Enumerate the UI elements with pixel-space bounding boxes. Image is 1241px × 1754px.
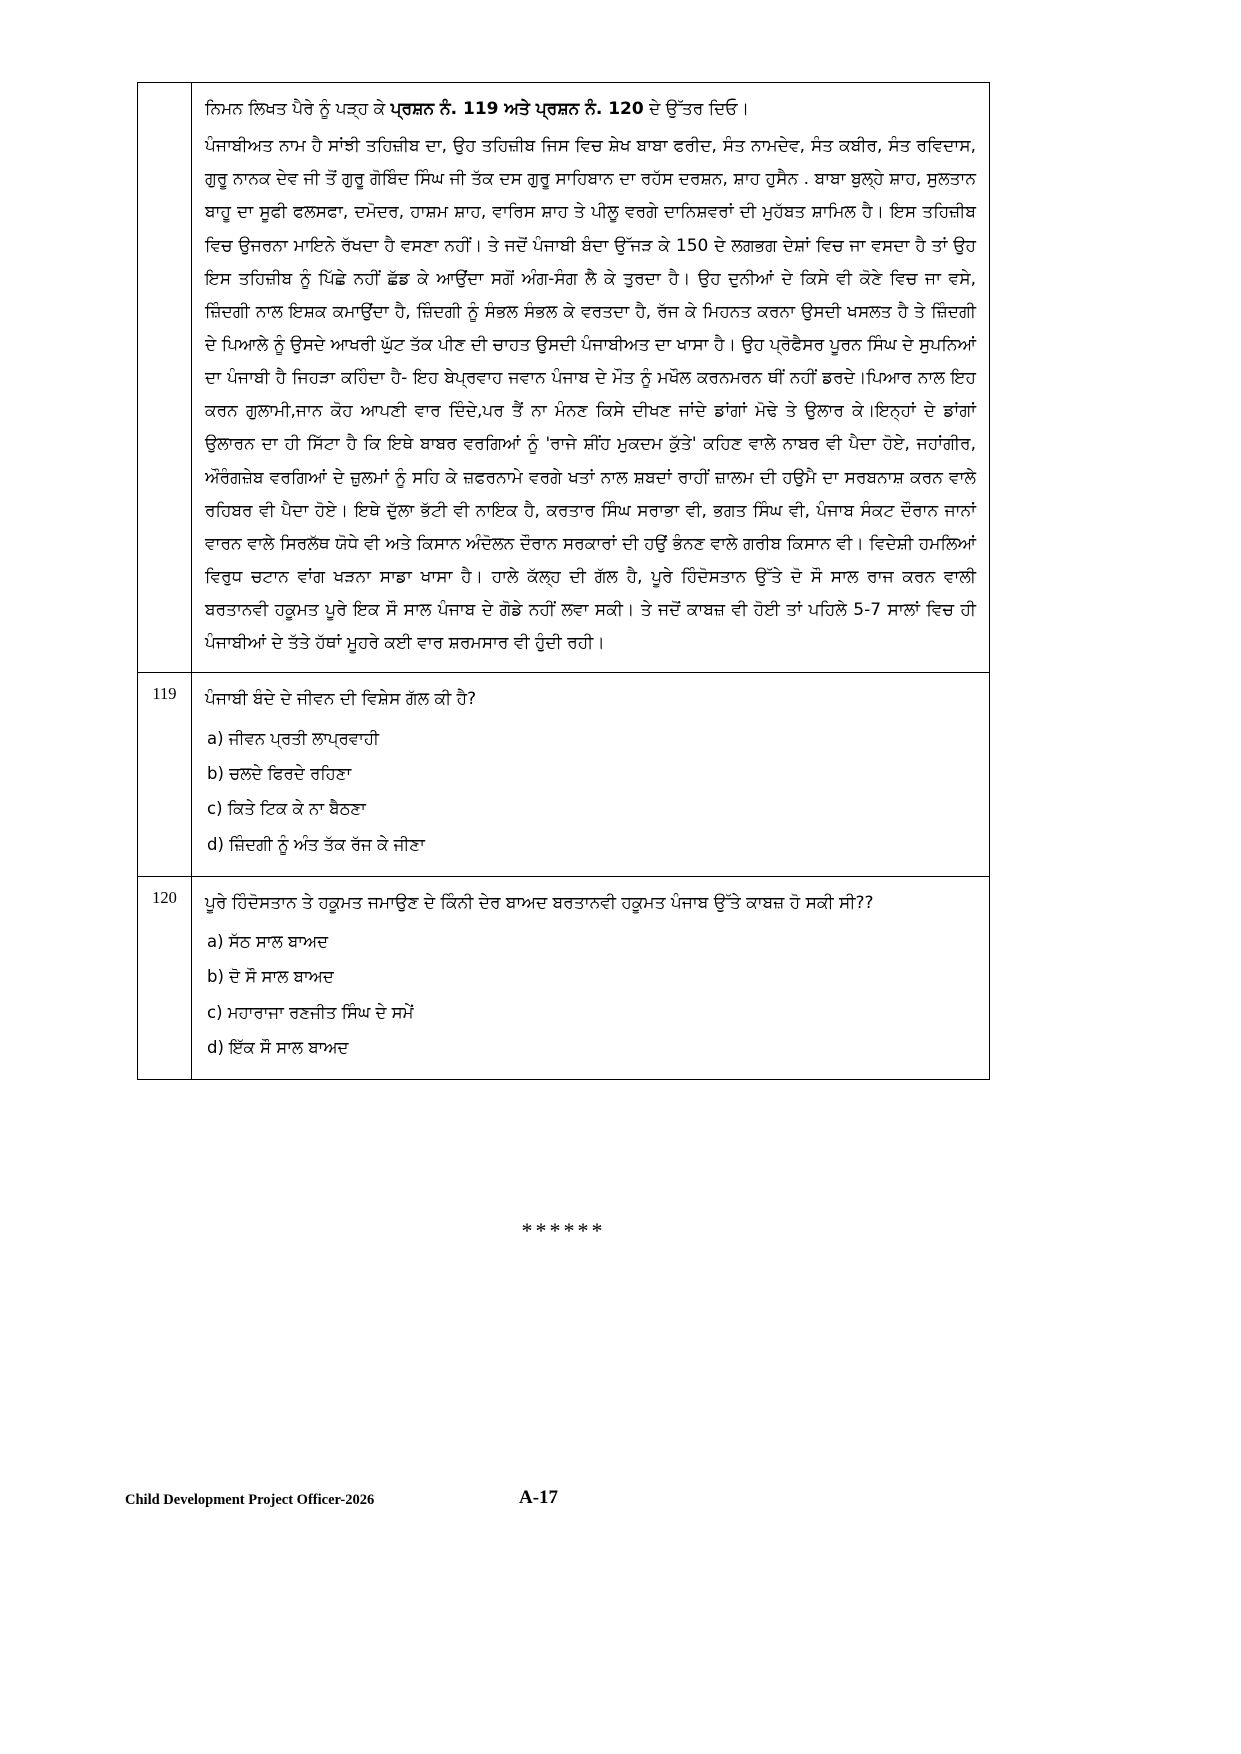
- option-d-120[interactable]: d) ਇੱਕ ਸੌ ਸਾਲ ਬਾਅਦ: [207, 1038, 349, 1058]
- question-number-119: 119: [138, 673, 192, 877]
- table-row-passage: [138, 83, 990, 673]
- option-b-120[interactable]: b) ਦੋ ਸੌ ਸਾਲ ਬਾਅਦ: [207, 967, 334, 987]
- passage-cell: [192, 83, 990, 673]
- instruction-after: ਦੇ ਉੱਤਰ ਦਿਓ।: [643, 99, 750, 119]
- question-table: [137, 82, 990, 1080]
- instruction-bold: ਪ੍ਰਸ਼ਨ ਨੰ. 119 ਅਤੇ ਪ੍ਰਸ਼ਨ ਨੰ. 120: [390, 99, 644, 119]
- option-c-120[interactable]: c) ਮਹਾਰਾਜਾ ਰਣਜੀਤ ਸਿੰਘ ਦੇ ਸਮੇਂ: [207, 1002, 414, 1022]
- question-number-120: 120: [138, 876, 192, 1080]
- option-a-120[interactable]: a) ਸੱਠ ਸਾਲ ਬਾਅਦ: [207, 932, 329, 952]
- question-cell-120: [192, 876, 990, 1080]
- option-c-119[interactable]: c) ਕਿਤੇ ਟਿਕ ਕੇ ਨਾ ਬੈਠਣਾ: [207, 799, 366, 819]
- reading-instruction: [205, 93, 976, 126]
- table-row: [138, 876, 990, 1080]
- footer-exam-title: Child Development Project Officer-2026: [125, 1492, 375, 1508]
- passage-text: ਪੰਜਾਬੀਅਤ ਨਾਮ ਹੈ ਸਾਂਝੀ ਤਹਿਜ਼ੀਬ ਦਾ, ਉਹ ਤਹਿਜ਼ੀਬ ਜਿਸ ਵਿਚ ਸ਼ੇਖ ਬਾਬਾ ਫਰੀਦ, ਸੰਤ ਨਾਮਦੇਵ, ਸੰਤ ਕਬੀਰ, ਸੰਤ ਰਵਿਦਾਸ, ਗੁਰੂ ਨਾਨਕ ਦੇਵ ਜੀ ਤੋਂ ਗੁਰੂ ਗੋਬਿੰਦ ਸਿੰਘ ਜੀ ਤੱਕ ਦਸ ਗੁਰੂ ਸਾਹਿਬਾਨ ਦਾ ਰਹੱਸ ਦਰਸ਼ਨ, ਸ਼ਾਹ ਹੁਸੈਨ . ਬਾਬਾ ਬੁਲ੍ਹੇ ਸ਼ਾਹ, ਸੁਲਤਾਨ ਬਾਹੂ ਦਾ ਸੂਫੀ ਫਲਸਫਾ, ਦਮੋਦਰ, ਹਾਸ਼ਮ ਸ਼ਾਹ, ਵਾਰਿਸ ਸ਼ਾਹ ਤੇ ਪੀਲੂ ਵਰਗੇ ਦਾਨਿਸ਼ਵਰਾਂ ਦੀ ਮੁਹੱਬਤ ਸ਼ਾਮਿਲ ਹੈ। ਇਸ ਤਹਿਜ਼ੀਬ ਵਿਚ ਉਜਰਨਾ ਮਾਇਨੇ ਰੱਖਦਾ ਹੈ ਵਸਣਾ ਨਹੀਂ। ਤੇ ਜਦੋਂ ਪੰਜਾਬੀ ਬੰਦਾ ਉੱਜੜ ਕੇ 150 ਦੇ ਲਗਭਗ ਦੇਸ਼ਾਂ ਵਿਚ ਜਾ ਵਸਦਾ ਹੈ ਤਾਂ ਉਹ ਇਸ ਤਹਿਜ਼ੀਬ ਨੂੰ ਪਿੱਛੇ ਨਹੀਂ ਛੱਡ ਕੇ ਆਉਂਦਾ ਸਗੋਂ ਅੰਗ-ਸੰਗ ਲੈ ਕੇ ਤੁਰਦਾ ਹੈ। ਉਹ ਦੁਨੀਆਂ ਦੇ ਕਿਸੇ ਵੀ ਕੋਣੇ ਵਿਚ ਜਾ ਵਸੇ, ਜ਼ਿੰਦਗੀ ਨਾਲ ਇਸ਼ਕ ਕਮਾਉਂਦਾ ਹੈ, ਜ਼ਿੰਦਗੀ ਨੂੰ ਸੰਭਲ ਸੰਭਲ ਕੇ ਵਰਤਦਾ ਹੈ, ਰੱਜ ਕੇ ਮਿਹਨਤ ਕਰਨਾ ਉਸਦੀ ਖਸਲਤ ਹੈ ਤੇ ਜ਼ਿੰਦਗੀ ਦੇ ਪਿਆਲੇ ਨੂੰ ਉਸਦੇ ਆਖਰੀ ਘੁੱਟ ਤੱਕ ਪੀਣ ਦੀ ਚਾਹਤ ਉਸਦੀ ਪੰਜਾਬੀਅਤ ਦਾ ਖਾਸਾ ਹੈ। ਉਹ ਪ੍ਰੋਫੈਸਰ ਪੂਰਨ ਸਿੰਘ ਦੇ ਸੁਪਨਿਆਂ ਦਾ ਪੰਜਾਬੀ ਹੈ ਜਿਹੜਾ ਕਹਿੰਦਾ ਹੈ- ਇਹ ਬੇਪ੍ਰਵਾਹ ਜਵਾਨ ਪੰਜਾਬ ਦੇ ਮੌਤ ਨੂੰ ਮਖੌਲ ਕਰਨਮਰਨ ਥੀਂ ਨਹੀਂ ਡਰਦੇ।ਪਿਆਰ ਨਾਲ ਇਹ ਕਰਨ ਗੁਲਾਮੀ,ਜਾਨ ਕੋਹ ਆਪਣੀ ਵਾਰ ਦਿੰਦੇ,ਪਰ ਤੈਂ ਨਾ ਮੰਨਣ ਕਿਸੇ ਦੀਖਣ ਜਾਂਦੇ ਡਾਂਗਾਂ ਮੋਢੇ ਤੇ ਉਲਾਰ ਕੇ।ਇਨ੍ਹਾਂ ਦੇ ਡਾਂਗਾਂ ਉਲਾਰਨ ਦਾ ਹੀ ਸਿੱਟਾ ਹੈ ਕਿ ਇਥੇ ਬਾਬਰ ਵਰਗਿਆਂ ਨੂੰ 'ਰਾਜੇ ਸ਼ੀਂਹ ਮੁਕਦਮ ਕੁੱਤੇ' ਕਹਿਣ ਵਾਲੇ ਨਾਬਰ ਵੀ ਪੈਦਾ ਹੋਏ, ਜਹਾਂਗੀਰ, ਔਰੰਗਜ਼ੇਬ ਵਰਗਿਆਂ ਦੇ ਜ਼ੁਲਮਾਂ ਨੂੰ ਸਹਿ ਕੇ ਜ਼ਫਰਨਾਮੇ ਵਰਗੇ ਖਤਾਂ ਨਾਲ ਸ਼ਬਦਾਂ ਰਾਹੀਂ ਜ਼ਾਲਮ ਦੀ ਹਉਮੈ ਦਾ ਸਰਬਨਾਸ਼ ਕਰਨ ਵਾਲੇ ਰਹਿਬਰ ਵੀ ਪੈਦਾ ਹੋਏ। ਇਥੇ ਦੁੱਲਾ ਭੱਟੀ ਵੀ ਨਾਇਕ ਹੈ, ਕਰਤਾਰ ਸਿੰਘ ਸਰਾਭਾ ਵੀ, ਭਗਤ ਸਿੰਘ ਵੀ, ਪੰਜਾਬ ਸੰਕਟ ਦੌਰਾਨ ਜਾਨਾਂ ਵਾਰਨ ਵਾਲੇ ਸਿਰਲੱਥ ਯੋਧੇ ਵੀ ਅਤੇ ਕਿਸਾਨ ਅੰਦੋਲਨ ਦੌਰਾਨ ਸਰਕਾਰਾਂ ਦੀ ਹਉਂ ਭੰਨਣ ਵਾਲੇ ਗਰੀਬ ਕਿਸਾਨ ਵੀ। ਵਿਦੇਸ਼ੀ ਹਮਲਿਆਂ ਵਿਰੁਧ ਚਟਾਨ ਵਾਂਗ ਖੜਨਾ ਸਾਡਾ ਖਾਸਾ ਹੈ। ਹਾਲੇ ਕੱਲ੍ਹ ਦੀ ਗੱਲ ਹੈ, ਪੂਰੇ ਹਿੰਦੋਸਤਾਨ ਉੱਤੇ ਦੋ ਸੌ ਸਾਲ ਰਾਜ ਕਰਨ ਵਾਲੀ ਬਰਤਾਨਵੀ ਹਕੂਮਤ ਪੂਰੇ ਇਕ ਸੌ ਸਾਲ ਪੰਜਾਬ ਦੇ ਗੋਡੇ ਨਹੀਂ ਲਵਾ ਸਕੀ। ਤੇ ਜਦੋਂ ਕਾਬਜ਼ ਵੀ ਹੋਈ ਤਾਂ ਪਹਿਲੇ 5-7 ਸਾਲਾਂ ਵਿਚ ਹੀ ਪੰਜਾਬੀਆਂ ਦੇ ਤੱਤੇ ਹੱਥਾਂ ਮੂਹਰੇ ਕਈ ਵਾਰ ਸ਼ਰਮਸਾਰ ਵੀ ਹੁੰਦੀ ਰਹੀ।: [205, 136, 976, 654]
- question-text-120: ਪੂਰੇ ਹਿੰਦੋਸਤਾਨ ਤੇ ਹਕੂਮਤ ਜਮਾਉਣ ਦੇ ਕਿੰਨੀ ਦੇਰ ਬਾਅਦ ਬਰਤਾਨਵੀ ਹਕੂਮਤ ਪੰਜਾਬ ਉੱਤੇ ਕਾਬਜ਼ ਹੋ ਸਕੀ ਸੀ??: [205, 892, 874, 913]
- question-text-119: ਪੰਜਾਬੀ ਬੰਦੇ ਦੇ ਜੀਵਨ ਦੀ ਵਿਸ਼ੇਸ ਗੱਲ ਕੀ ਹੈ?: [205, 689, 477, 710]
- option-a-119[interactable]: a) ਜੀਵਨ ਪ੍ਰਤੀ ਲਾਪ੍ਰਵਾਹੀ: [207, 728, 379, 748]
- row-number-blank: [138, 83, 192, 673]
- footer-page-code: A-17: [519, 1487, 559, 1508]
- option-d-119[interactable]: d) ਜ਼ਿੰਦਗੀ ਨੂੰ ਅੰਤ ਤੱਕ ਰੱਜ ਕੇ ਜੀਣਾ: [207, 834, 425, 854]
- end-of-paper-marker: ******: [521, 1218, 606, 1243]
- question-cell-119: [192, 673, 990, 877]
- option-b-119[interactable]: b) ਚਲਦੇ ਫਿਰਦੇ ਰਹਿਣਾ: [207, 763, 352, 783]
- instruction-before: ਨਿਮਨ ਲਿਖਤ ਪੈਰੇ ਨੂੰ ਪੜ੍ਹ ਕੇ: [205, 99, 391, 119]
- table-row: [138, 673, 990, 877]
